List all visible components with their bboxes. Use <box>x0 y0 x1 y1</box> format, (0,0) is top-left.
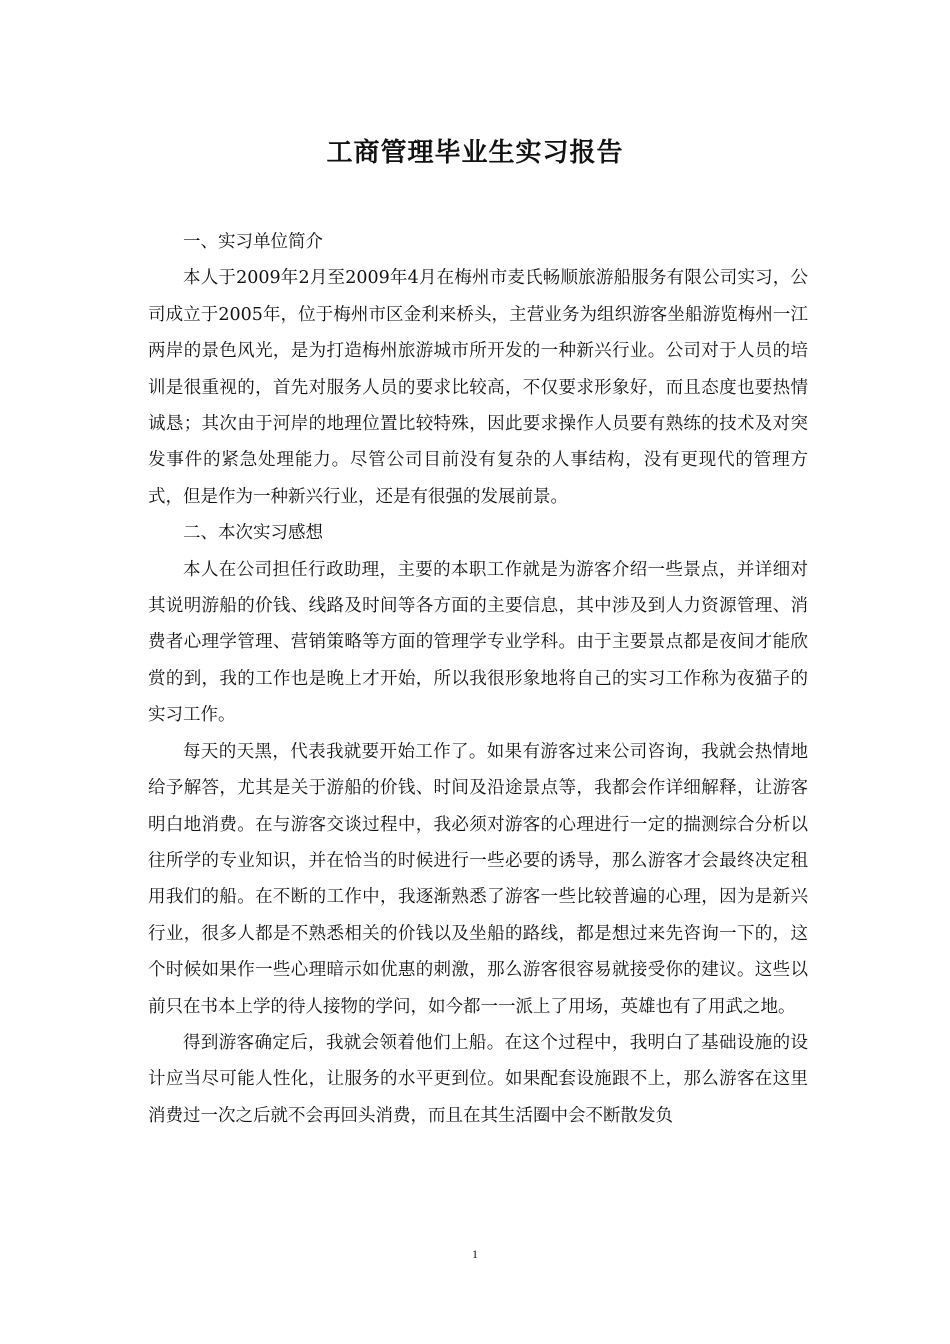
paragraph-role: 本人在公司担任行政助理，主要的本职工作就是为游客介绍一些景点，并详细对其说明游船的价钱、线路及时间等各方面的主要信息，其中涉及到人力资源管理、消费者心理学管理、营销策略等方面的管理学专业学科。由于主要景点都是夜间才能欣赏的到，我的工作也是晚上才开始，所以我很形象地将自己的实习工作称为夜猫子的实习工作。 <box>148 559 808 726</box>
paragraph-daily-work: 每天的天黑，代表我就要开始工作了。如果有游客过来公司咨询，我就会热情地给予解答，尤其是关于游船的价钱、时间及沿途景点等，我都会作详细解释，让游客明白地消费。在与游客交谈过程中，我必须对游客的心理进行一定的揣测综合分析以往所学的专业知识，并在恰当的时候进行一些必要的诱导，那么游客才会最终决定租用我们的船。在不断的工作中，我逐渐熟悉了游客一些比较普遍的心理，因为是新兴行业，很多人都是不熟悉相关的价钱以及坐船的路线，都是想过来先咨询一下的，这个时候如果作一些心理暗示如优惠的刺激，那么游客很容易就接受你的建议。这些以前只在书本上学的待人接物的学问，如今都一一派上了用场，英雄也有了用武之地。 <box>148 741 808 1017</box>
document-body <box>148 224 808 1134</box>
paragraph-company-intro: 本人于2009年2月至2009年4月在梅州市麦氏畅顺旅游船服务有限公司实习，公司成立于2005年，位于梅州市区金利来桥头，主营业务为组织游客坐船游览梅州一江两岸的景色风光，是为打造梅州旅游城市所开发的一种新兴行业。公司对于人员的培训是很重视的，首先对服务人员的要求比较高，不仅要求形象好，而且态度也要热情诚恳；其次由于河岸的地理位置比较特殊，因此要求操作人员要有熟练的技术及对突发事件的紧急处理能力。尽管公司目前没有复杂的人事结构，没有更现代的管理方式，但是作为一种新兴行业，还是有很强的发展前景。 <box>148 268 808 507</box>
section-heading-2: 二、本次实习感想 <box>183 523 323 544</box>
section-heading-1: 一、实习单位简介 <box>183 232 323 252</box>
document-title: 工商管理毕业生实习报告 <box>326 138 624 168</box>
paragraph-boarding: 得到游客确定后，我就会领着他们上船。在这个过程中，我明白了基础设施的设计应当尽可能人性化，让服务的水平更到位。如果配套设施跟不上，那么游客在这里消费过一次之后就不会再回头消费，而且在其生活圈中会不断散发负 <box>148 1032 808 1126</box>
page-number: 1 <box>472 1247 478 1261</box>
